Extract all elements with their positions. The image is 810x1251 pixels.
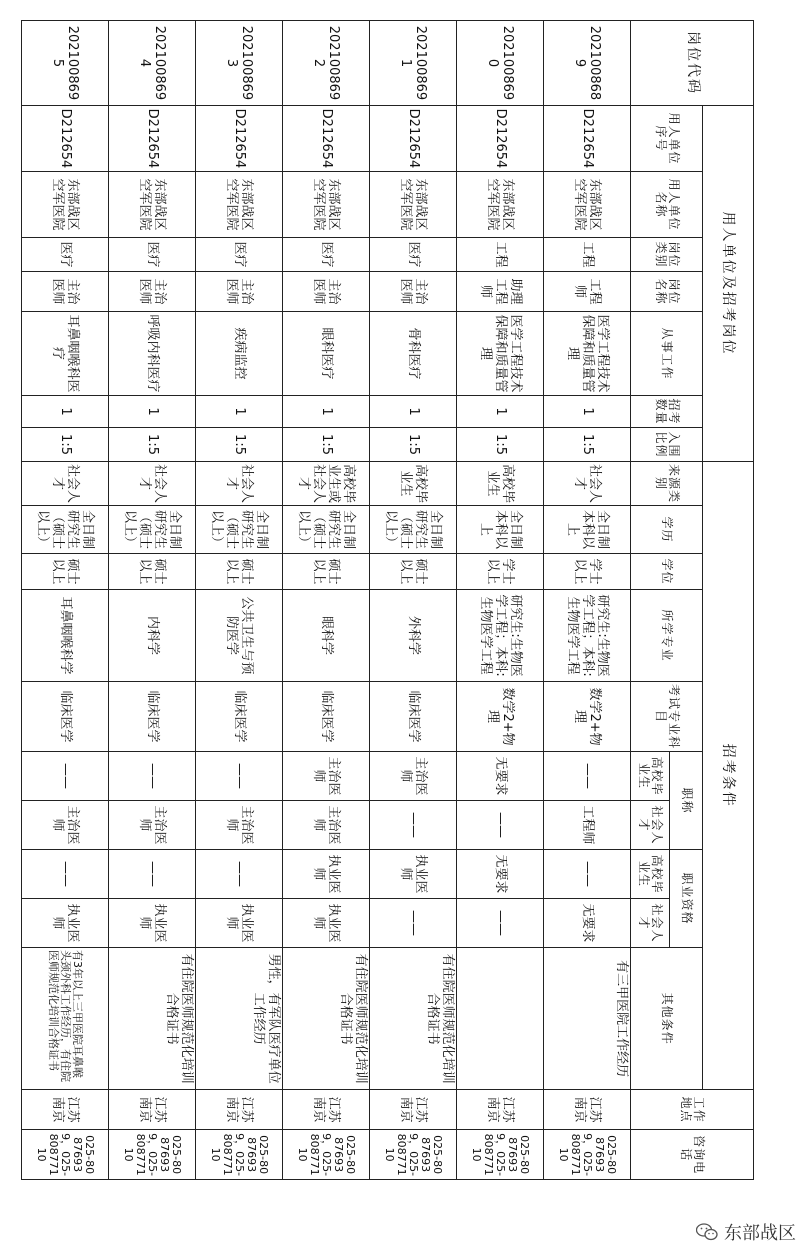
header-exam: 考试专业科目 bbox=[631, 682, 703, 752]
header-unit-no: 用人单位序号 bbox=[631, 106, 703, 172]
category-cell: 医疗 bbox=[109, 238, 196, 272]
code-cell: 2021008695 bbox=[22, 21, 109, 106]
other-cell: 有住院医师规范化培训合格证书 bbox=[109, 948, 196, 1090]
unit-no-cell: D212654 bbox=[544, 106, 631, 172]
degree-cell: 硕士以上 bbox=[22, 554, 109, 590]
source-cell: 高校毕业生 bbox=[457, 462, 544, 506]
other-cell: 有三甲医院工作经历 bbox=[544, 948, 631, 1090]
qual-grad-cell: —— bbox=[196, 850, 283, 899]
category-cell: 医疗 bbox=[283, 238, 370, 272]
category-cell: 工程 bbox=[457, 238, 544, 272]
unit-name-cell: 东部战区空军医院 bbox=[457, 172, 544, 238]
table-row bbox=[196, 21, 283, 1180]
edu-cell: 全日制本科以上 bbox=[544, 506, 631, 554]
other-cell: 有3年以上三甲医院耳鼻喉头颈外科工作经历，有住院医师规范化培训合格证书 bbox=[22, 948, 109, 1090]
unit-name-cell: 东部战区空军医院 bbox=[196, 172, 283, 238]
exam-cell: 临床医学 bbox=[370, 682, 457, 752]
work-cell: 耳鼻咽喉科医疗 bbox=[22, 312, 109, 396]
ratio-cell: 1:5 bbox=[544, 428, 631, 462]
count-cell: 1 bbox=[283, 396, 370, 428]
header-place: 工作地点 bbox=[631, 1090, 754, 1130]
edu-cell: 全日制研究生（硕士以上） bbox=[109, 506, 196, 554]
post-name-cell: 主治医师 bbox=[283, 272, 370, 312]
work-cell: 医学工程技术保障和质量管理 bbox=[457, 312, 544, 396]
qual-grad-cell: —— bbox=[109, 850, 196, 899]
header-post-name: 岗位名称 bbox=[631, 272, 703, 312]
count-cell: 1 bbox=[544, 396, 631, 428]
table-row bbox=[370, 21, 457, 1180]
source-cell: 高校毕业生 bbox=[370, 462, 457, 506]
title-social-cell: —— bbox=[457, 801, 544, 850]
title-social-cell: 工程师 bbox=[544, 801, 631, 850]
header-row-1 bbox=[702, 21, 753, 1180]
qual-grad-cell: —— bbox=[22, 850, 109, 899]
title-grad-cell: 无要求 bbox=[457, 752, 544, 801]
header-qual-social: 社会人才 bbox=[631, 899, 670, 948]
ratio-cell: 1:5 bbox=[22, 428, 109, 462]
work-cell: 疾病监控 bbox=[196, 312, 283, 396]
edu-cell: 全日制本科以上 bbox=[457, 506, 544, 554]
place-cell: 江苏南京 bbox=[22, 1090, 109, 1130]
header-title-grad: 高校毕业生 bbox=[631, 752, 670, 801]
ratio-cell: 1:5 bbox=[109, 428, 196, 462]
other-cell bbox=[457, 948, 544, 1090]
table-row bbox=[22, 21, 109, 1180]
work-cell: 呼吸内科医疗 bbox=[109, 312, 196, 396]
exam-cell: 临床医学 bbox=[22, 682, 109, 752]
place-cell: 江苏南京 bbox=[544, 1090, 631, 1130]
qual-social-cell: —— bbox=[370, 899, 457, 948]
count-cell: 1 bbox=[109, 396, 196, 428]
edu-cell: 全日制研究生（硕士以上） bbox=[22, 506, 109, 554]
category-cell: 医疗 bbox=[22, 238, 109, 272]
code-cell: 2021008689 bbox=[544, 21, 631, 106]
code-cell: 2021008694 bbox=[109, 21, 196, 106]
degree-cell: 硕士以上 bbox=[109, 554, 196, 590]
ratio-cell: 1:5 bbox=[196, 428, 283, 462]
category-cell: 工程 bbox=[544, 238, 631, 272]
code-cell: 2021008691 bbox=[370, 21, 457, 106]
phone-cell: 025-80876939，025-80877110 bbox=[457, 1130, 544, 1180]
degree-cell: 硕士以上 bbox=[283, 554, 370, 590]
phone-cell: 025-80876939，025-80877110 bbox=[370, 1130, 457, 1180]
source-cell: 社会人才 bbox=[22, 462, 109, 506]
header-major: 所学专业 bbox=[631, 590, 703, 682]
category-cell: 医疗 bbox=[370, 238, 457, 272]
table-row bbox=[544, 21, 631, 1180]
degree-cell: 硕士以上 bbox=[196, 554, 283, 590]
phone-cell: 025-80876939，025-80877110 bbox=[283, 1130, 370, 1180]
place-cell: 江苏南京 bbox=[370, 1090, 457, 1130]
exam-cell: 临床医学 bbox=[196, 682, 283, 752]
major-cell: 眼科学 bbox=[283, 590, 370, 682]
ratio-cell: 1:5 bbox=[370, 428, 457, 462]
header-ratio: 入围比例 bbox=[631, 428, 703, 462]
code-cell: 2021008693 bbox=[196, 21, 283, 106]
ratio-cell: 1:5 bbox=[283, 428, 370, 462]
phone-cell: 025-80876939，025-80877110 bbox=[196, 1130, 283, 1180]
major-cell: 外科学 bbox=[370, 590, 457, 682]
header-qual-group: 职业资格 bbox=[670, 850, 702, 948]
post-name-cell: 助理工程师 bbox=[457, 272, 544, 312]
major-cell: 研究生:生物医学工程；本科:生物医学工程 bbox=[544, 590, 631, 682]
count-cell: 1 bbox=[457, 396, 544, 428]
exam-cell: 临床医学 bbox=[283, 682, 370, 752]
edu-cell: 全日制研究生（硕士以上） bbox=[196, 506, 283, 554]
category-cell: 医疗 bbox=[196, 238, 283, 272]
major-cell: 内科学 bbox=[109, 590, 196, 682]
unit-no-cell: D212654 bbox=[283, 106, 370, 172]
qual-social-cell: 无要求 bbox=[544, 899, 631, 948]
degree-cell: 学士以上 bbox=[544, 554, 631, 590]
other-cell: 有住院医师规范化培训合格证书 bbox=[370, 948, 457, 1090]
phone-cell: 025-80876939，025-80877110 bbox=[109, 1130, 196, 1180]
qual-social-cell: 执业医师 bbox=[283, 899, 370, 948]
unit-name-cell: 东部战区空军医院 bbox=[544, 172, 631, 238]
header-source: 来源类别 bbox=[631, 462, 703, 506]
header-qual-grad: 高校毕业生 bbox=[631, 850, 670, 899]
count-cell: 1 bbox=[370, 396, 457, 428]
header-code: 岗位代码 bbox=[631, 21, 754, 106]
source-cell: 社会人才 bbox=[544, 462, 631, 506]
source-cell: 高校毕业生或社会人才 bbox=[283, 462, 370, 506]
post-name-cell: 主治医师 bbox=[370, 272, 457, 312]
wechat-icon bbox=[696, 1223, 718, 1241]
qual-social-cell: —— bbox=[457, 899, 544, 948]
table-row bbox=[457, 21, 544, 1180]
post-name-cell: 工程师 bbox=[544, 272, 631, 312]
ratio-cell: 1:5 bbox=[457, 428, 544, 462]
unit-name-cell: 东部战区空军医院 bbox=[283, 172, 370, 238]
work-cell: 眼科医疗 bbox=[283, 312, 370, 396]
degree-cell: 硕士以上 bbox=[370, 554, 457, 590]
count-cell: 1 bbox=[22, 396, 109, 428]
title-social-cell: 主治医师 bbox=[283, 801, 370, 850]
unit-name-cell: 东部战区空军医院 bbox=[370, 172, 457, 238]
qual-social-cell: 执业医师 bbox=[196, 899, 283, 948]
header-work: 从事工作 bbox=[631, 312, 703, 396]
header-title-group: 职称 bbox=[670, 752, 702, 850]
title-grad-cell: —— bbox=[544, 752, 631, 801]
header-other: 其他条件 bbox=[631, 948, 703, 1090]
unit-no-cell: D212654 bbox=[22, 106, 109, 172]
recruitment-table bbox=[21, 20, 754, 1180]
unit-no-cell: D212654 bbox=[196, 106, 283, 172]
major-cell: 耳鼻咽喉科学 bbox=[22, 590, 109, 682]
source-cell: 社会人才 bbox=[109, 462, 196, 506]
post-name-cell: 主治医师 bbox=[196, 272, 283, 312]
header-unit-group: 用人单位及招考岗位 bbox=[702, 106, 753, 462]
title-grad-cell: —— bbox=[22, 752, 109, 801]
other-cell: 有住院医师规范化培训合格证书 bbox=[283, 948, 370, 1090]
header-unit-name: 用人单位名称 bbox=[631, 172, 703, 238]
watermark-text: 东部战区 bbox=[724, 1223, 796, 1244]
qual-grad-cell: 执业医师 bbox=[370, 850, 457, 899]
title-social-cell: 主治医师 bbox=[22, 801, 109, 850]
phone-cell: 025-80876939，025-80877110 bbox=[544, 1130, 631, 1180]
header-count: 招考数量 bbox=[631, 396, 703, 428]
title-social-cell: 主治医师 bbox=[109, 801, 196, 850]
title-grad-cell: 主治医师 bbox=[370, 752, 457, 801]
header-phone: 咨询电话 bbox=[631, 1130, 754, 1180]
work-cell: 骨科医疗 bbox=[370, 312, 457, 396]
unit-no-cell: D212654 bbox=[370, 106, 457, 172]
header-row-2 bbox=[670, 21, 702, 1180]
place-cell: 江苏南京 bbox=[457, 1090, 544, 1130]
table-row bbox=[109, 21, 196, 1180]
edu-cell: 全日制研究生（硕士以上） bbox=[370, 506, 457, 554]
place-cell: 江苏南京 bbox=[196, 1090, 283, 1130]
phone-cell: 025-80876939，025-80877110 bbox=[22, 1130, 109, 1180]
title-social-cell: —— bbox=[370, 801, 457, 850]
count-cell: 1 bbox=[196, 396, 283, 428]
source-cell: 社会人才 bbox=[196, 462, 283, 506]
unit-no-cell: D212654 bbox=[109, 106, 196, 172]
title-grad-cell: —— bbox=[196, 752, 283, 801]
work-cell: 医学工程技术保障和质量管理 bbox=[544, 312, 631, 396]
major-cell: 公共卫生与预防医学 bbox=[196, 590, 283, 682]
post-name-cell: 主治医师 bbox=[109, 272, 196, 312]
unit-name-cell: 东部战区空军医院 bbox=[22, 172, 109, 238]
unit-name-cell: 东部战区空军医院 bbox=[109, 172, 196, 238]
header-conditions-group: 招考条件 bbox=[702, 462, 753, 1090]
header-edu: 学历 bbox=[631, 506, 703, 554]
unit-no-cell: D212654 bbox=[457, 106, 544, 172]
other-cell: 男性，有军队医疗单位工作经历 bbox=[196, 948, 283, 1090]
qual-social-cell: 执业医师 bbox=[22, 899, 109, 948]
title-social-cell: 主治医师 bbox=[196, 801, 283, 850]
qual-grad-cell: —— bbox=[544, 850, 631, 899]
post-name-cell: 主治医师 bbox=[22, 272, 109, 312]
qual-grad-cell: 执业医师 bbox=[283, 850, 370, 899]
exam-cell: 临床医学 bbox=[109, 682, 196, 752]
header-title-social: 社会人才 bbox=[631, 801, 670, 850]
code-cell: 2021008690 bbox=[457, 21, 544, 106]
title-grad-cell: 主治医师 bbox=[283, 752, 370, 801]
title-grad-cell: —— bbox=[109, 752, 196, 801]
place-cell: 江苏南京 bbox=[109, 1090, 196, 1130]
watermark bbox=[696, 1219, 796, 1245]
degree-cell: 学士以上 bbox=[457, 554, 544, 590]
place-cell: 江苏南京 bbox=[283, 1090, 370, 1130]
header-category: 岗位类别 bbox=[631, 238, 703, 272]
table-row bbox=[283, 21, 370, 1180]
edu-cell: 全日制研究生（硕士以上） bbox=[283, 506, 370, 554]
header-degree: 学位 bbox=[631, 554, 703, 590]
exam-cell: 数学2+物理 bbox=[457, 682, 544, 752]
code-cell: 2021008692 bbox=[283, 21, 370, 106]
major-cell: 研究生:生物医学工程；本科:生物医学工程 bbox=[457, 590, 544, 682]
qual-grad-cell: 无要求 bbox=[457, 850, 544, 899]
qual-social-cell: 执业医师 bbox=[109, 899, 196, 948]
exam-cell: 数学2+物理 bbox=[544, 682, 631, 752]
